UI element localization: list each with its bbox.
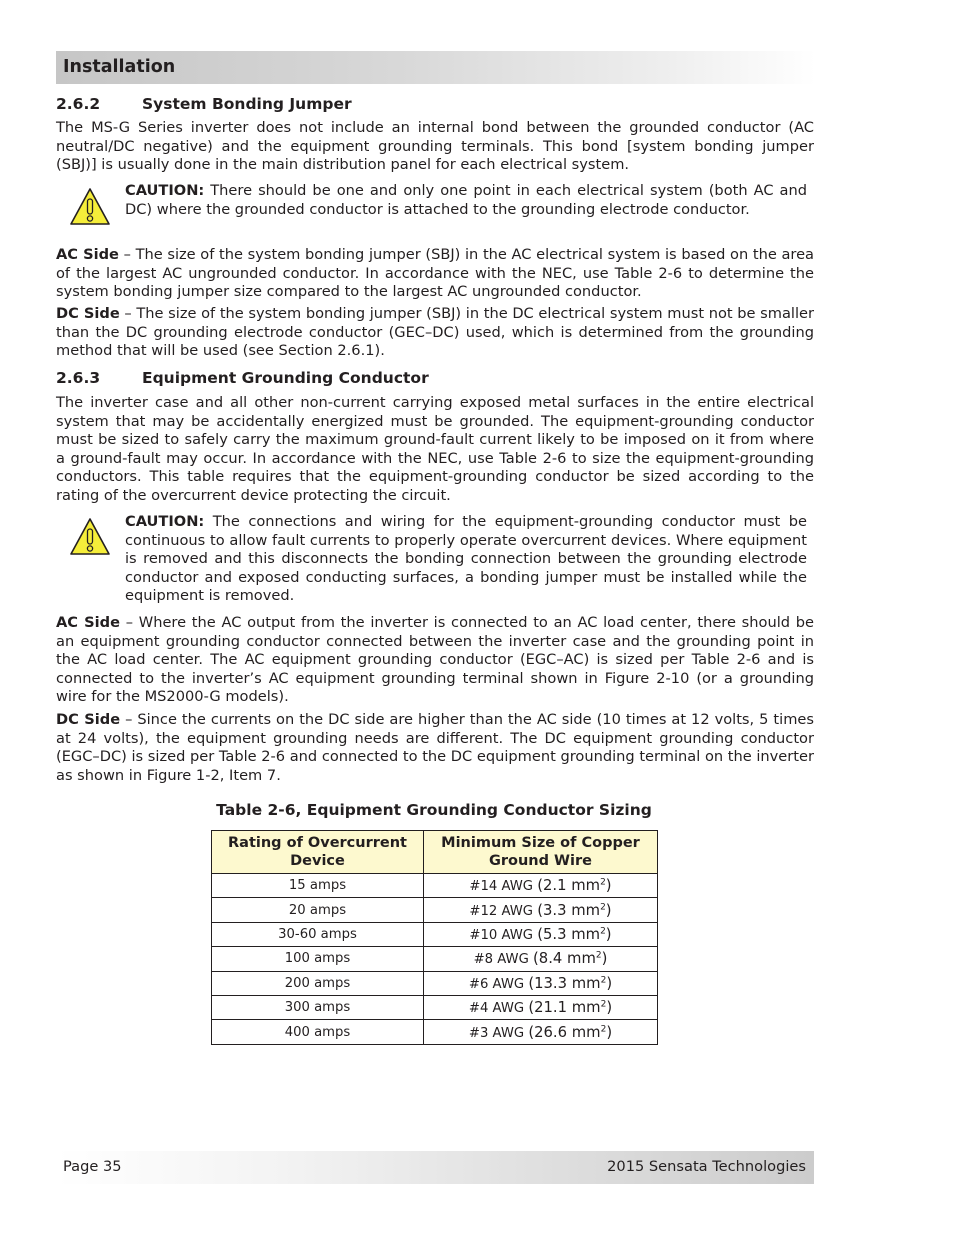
ac-side-label: AC Side <box>56 614 121 631</box>
grounding-conductor-table <box>211 830 658 1045</box>
heading-title: Equipment Grounding Conductor <box>142 369 429 387</box>
page-number: Page 35 <box>63 1158 122 1175</box>
table-caption: Table 2-6, Equipment Grounding Conductor Sizing <box>216 801 652 819</box>
table-header-row <box>212 831 658 874</box>
paragraph-sbj-ac-side <box>56 246 814 302</box>
ac-side-label: AC Side <box>56 246 119 263</box>
caution-text: The connections and wiring for the equipment-grounding conductor must be continuous to allow fault currents to properly operate overcurrent devices. Where equipment is removed and this disconnects the bonding connection between the grounding electrode conductor and exposed conducting surfaces, a bonding jumper must be installed while the equipment is removed. <box>125 513 807 605</box>
dc-side-text: – Since the currents on the DC side are higher than the AC side (10 times at 12 volts, 5 times at 24 volts), the equipment grounding needs are different. The DC equipment grounding conductor (EGC–DC) is sized per Table 2-6 and connected to the DC equipment grounding terminal on the inverter as shown in Figure 1-2, Item 7. <box>56 711 814 784</box>
caution-label: CAUTION: <box>125 182 205 199</box>
caution-label: CAUTION: <box>125 513 205 530</box>
table-row <box>212 898 658 922</box>
table-row <box>212 874 658 898</box>
column-header-wire-size: Minimum Size of Copper Ground Wire <box>424 831 658 874</box>
warning-triangle-icon <box>69 517 111 557</box>
rating-cell: 20 amps <box>212 898 424 922</box>
wire-size-cell: #14 AWG (2.1 $mm^2$) <box>424 874 658 898</box>
paragraph-sbj-dc-side <box>56 305 814 361</box>
rating-cell: 400 amps <box>212 1020 424 1044</box>
table-row <box>212 1020 658 1044</box>
heading-title: System Bonding Jumper <box>142 95 352 113</box>
heading-2-6-3 <box>56 369 429 387</box>
warning-triangle-icon <box>69 187 111 227</box>
wire-size-cell: #12 AWG (3.3 $mm^2$) <box>424 898 658 922</box>
wire-size-cell: #4 AWG (21.1 $mm^2$) <box>424 995 658 1019</box>
wire-size-cell: #6 AWG (13.3 $mm^2$) <box>424 971 658 995</box>
heading-2-6-2 <box>56 95 352 113</box>
footer-copyright: 2015 Sensata Technologies <box>607 1158 806 1175</box>
wire-size-cell: #8 AWG (8.4 $mm^2$) <box>424 947 658 971</box>
rating-cell: 30-60 amps <box>212 922 424 946</box>
page-footer <box>56 1151 814 1184</box>
section-header-bar <box>56 51 816 84</box>
caution-one-bond-point <box>125 182 807 219</box>
rating-cell: 15 amps <box>212 874 424 898</box>
paragraph-sbj-intro: The MS-G Series inverter does not include an internal bond between the grounded conductor (AC neutral/DC negative) and the equipment grounding terminals. This bond [system bonding jumper (SBJ)] is usually done in the main distribution panel for each electrical system. <box>56 119 814 174</box>
rating-cell: 300 amps <box>212 995 424 1019</box>
table-row <box>212 922 658 946</box>
ac-side-text: – Where the AC output from the inverter is connected to an AC load center, there should be an equipment grounding conductor connected between the inverter case and the grounding point in the AC load center. The AC equipment grounding conductor (EGC–AC) is sized per Table 2-6 and is connected to the inverter’s AC equipment grounding terminal shown in Figure 2-10 (or a grounding wire for the MS2000-G models). <box>56 614 814 706</box>
heading-number: 2.6.2 <box>56 95 101 113</box>
table-row <box>212 947 658 971</box>
wire-size-cell: #10 AWG (5.3 $mm^2$) <box>424 922 658 946</box>
dc-side-label: DC Side <box>56 711 121 728</box>
paragraph-egc-intro: The inverter case and all other non-current carrying exposed metal surfaces in the entire electrical system that may be accidentally energized must be grounded. The equipment-grounding conductor must be sized to safely carry the maximum ground-fault current likely to be imposed on it from where a ground-fault may occur. In accordance with the NEC, use Table 2-6 to size the equipment-grounding conductors. This table requires that the equipment-grounding conductor be sized according to the rating of the overcurrent device protecting the circuit. <box>56 394 814 504</box>
column-header-rating: Rating of Overcurrent Device <box>212 831 424 874</box>
table-row <box>212 995 658 1019</box>
section-header-title: Installation <box>63 57 176 77</box>
paragraph-egc-ac-side <box>56 614 814 707</box>
heading-number: 2.6.3 <box>56 369 101 387</box>
dc-side-text: – The size of the system bonding jumper (SBJ) in the DC electrical system must not be smaller than the DC grounding electrode conductor (GEC–DC) used, which is determined from the grounding method that will be used (see Section 2.6.1). <box>56 305 815 360</box>
ac-side-text: – The size of the system bonding jumper (SBJ) in the AC electrical system is based on the area of the largest AC ungrounded conductor. In accordance with the NEC, use Table 2-6 to determine the system bonding jumper size compared to the largest AC ungrounded conductor. <box>56 246 814 301</box>
rating-cell: 200 amps <box>212 971 424 995</box>
caution-text: There should be one and only one point in each electrical system (both AC and DC) where the grounded conductor is attached to the grounding electrode conductor. <box>125 182 807 218</box>
table-row <box>212 971 658 995</box>
caution-continuous-ground <box>125 513 807 606</box>
rating-cell: 100 amps <box>212 947 424 971</box>
wire-size-cell: #3 AWG (26.6 $mm^2$) <box>424 1020 658 1044</box>
dc-side-label: DC Side <box>56 305 120 322</box>
paragraph-egc-dc-side <box>56 711 814 785</box>
